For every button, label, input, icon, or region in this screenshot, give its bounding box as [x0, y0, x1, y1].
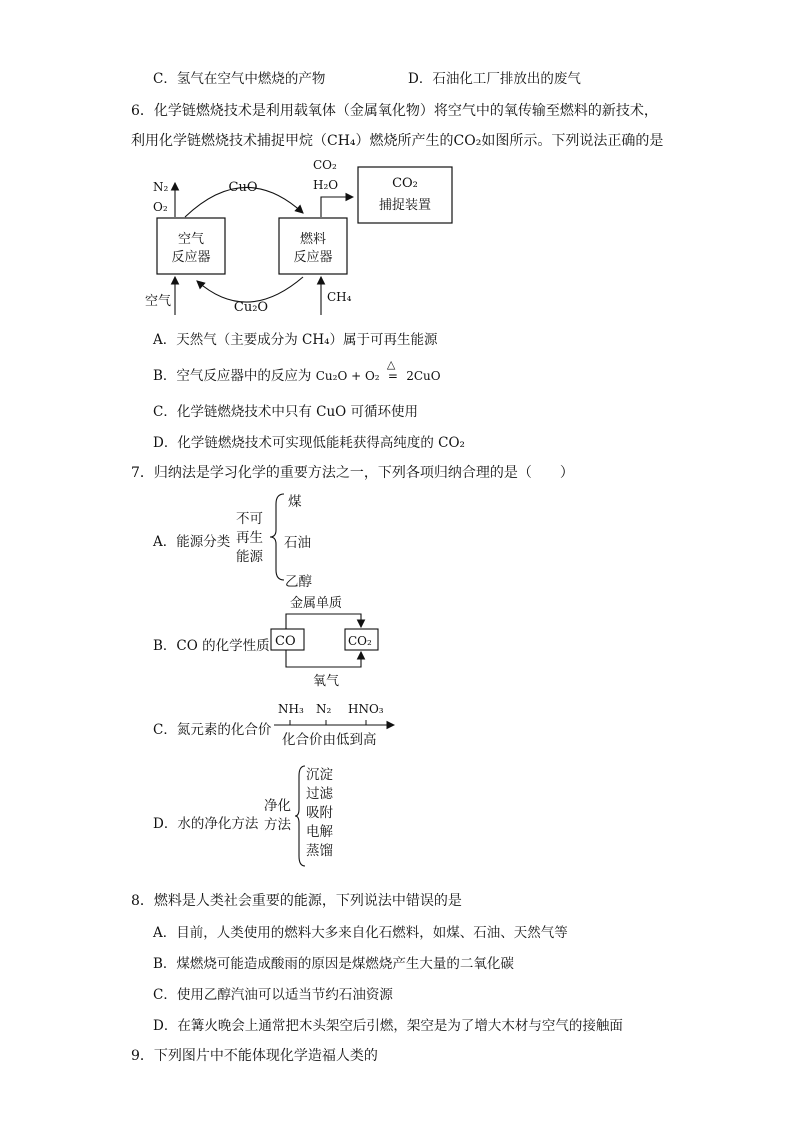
q6-stem-line2: 利用化学链燃烧技术捕捉甲烷（CH₄）燃烧所产生的CO₂如图所示。下列说法正确的是: [131, 133, 664, 149]
q5-option-d: D．石油化工厂排放出的废气: [408, 71, 581, 87]
q6-option-d: D．化学链燃烧技术可实现低能耗获得高纯度的 CO₂: [153, 435, 465, 451]
q9-stem: 9．下列图片中不能体现化学造福人类的: [131, 1048, 378, 1064]
cu2o-arrow: [197, 277, 303, 302]
q8-option-a: A．目前，人类使用的燃料大多来自化石燃料，如煤、石油、天然气等: [153, 925, 568, 941]
air-reactor-label-1: 空气: [177, 232, 205, 247]
chemical-looping-diagram: [135, 155, 465, 320]
q8-option-c: C．使用乙醇汽油可以适当节约石油资源: [153, 987, 393, 1003]
q7-d-group: 净化 方法: [264, 798, 291, 833]
cuo-label: CuO: [228, 180, 258, 195]
q6-option-b-left: Cu₂O + O₂: [315, 369, 380, 383]
q7-d-items: 沉淀 过滤 吸附 电解 蒸馏: [306, 767, 333, 859]
q7-a-item-3: 乙醇: [285, 574, 312, 590]
q6-option-c: C．化学链燃烧技术中只有 CuO 可循环使用: [153, 404, 419, 420]
q6-option-b-text: B．空气反应器中的反应为: [153, 368, 312, 384]
q6-option-a: A．天然气（主要成分为 CH₄）属于可再生能源: [153, 332, 438, 348]
air-reactor-label-2: 反应器: [171, 250, 211, 265]
q8-option-d: D．在篝火晚会上通常把木头架空后引燃，架空是为了增大木材与空气的接触面: [153, 1018, 623, 1034]
o2-label: O₂: [153, 200, 168, 214]
q7-c-item-3: HNO₃: [348, 702, 384, 716]
q8-stem: 8．燃料是人类社会重要的能源，下列说法中错误的是: [131, 893, 462, 909]
capture-label-2: 捕捉装置: [378, 198, 432, 213]
q7-b-top-label: 金属单质: [290, 596, 343, 611]
q7-stem: 7．归纳法是学习化学的重要方法之一，下列各项归纳合理的是（ ）: [131, 465, 574, 481]
q5-option-c: C．氢气在空气中燃烧的产物: [153, 71, 326, 87]
q7-d-label: D．水的净化方法: [153, 816, 259, 832]
q6-stem-line1: 6．化学链燃烧技术是利用载氧体（金属氧化物）将空气中的氧传输至燃料的新技术，: [131, 103, 658, 119]
q7-c-item-1: NH₃: [278, 702, 304, 716]
n2-label: N₂: [153, 180, 169, 194]
q7-a-item-2: 石油: [284, 535, 311, 551]
q6-option-b-right: 2CuO: [406, 369, 441, 383]
q7-c-label: C．氮元素的化合价: [153, 722, 272, 738]
q6-option-b: B．空气反应器中的反应为 Cu₂O + O₂ △ = 2CuO: [153, 358, 441, 384]
heat-condition: △: [386, 358, 396, 371]
q8-option-b: B．煤燃烧可能造成酸雨的原因是煤燃烧产生大量的二氧化碳: [153, 956, 514, 972]
air-in-label: 空气: [145, 294, 172, 309]
fuel-out-h2o: H₂O: [313, 178, 339, 192]
q7-b-diagram: [268, 592, 388, 692]
q7-c-axis: 化合价由低到高: [282, 732, 377, 748]
q7-a-label: A．能源分类: [153, 534, 231, 550]
fuel-out-co2: CO₂: [313, 158, 337, 172]
q7-b-co: CO: [275, 634, 296, 649]
ch4-in-label: CH₄: [327, 290, 352, 304]
q7-c-diagram: [272, 698, 402, 750]
q7-a-group: 不可 再生 能源: [236, 511, 263, 565]
fuel-reactor-label-1: 燃料: [299, 232, 327, 247]
q7-b-bottom-label: 氧气: [313, 674, 340, 689]
capture-label-1: CO₂: [392, 176, 418, 191]
fuel-reactor-label-2: 反应器: [293, 250, 333, 265]
cu2o-label: Cu₂O: [233, 300, 269, 315]
q7-c-item-2: N₂: [316, 702, 332, 716]
q7-b-label: B．CO 的化学性质: [153, 638, 270, 654]
q7-b-co2: CO₂: [348, 634, 372, 648]
q7-a-item-1: 煤: [288, 494, 302, 510]
